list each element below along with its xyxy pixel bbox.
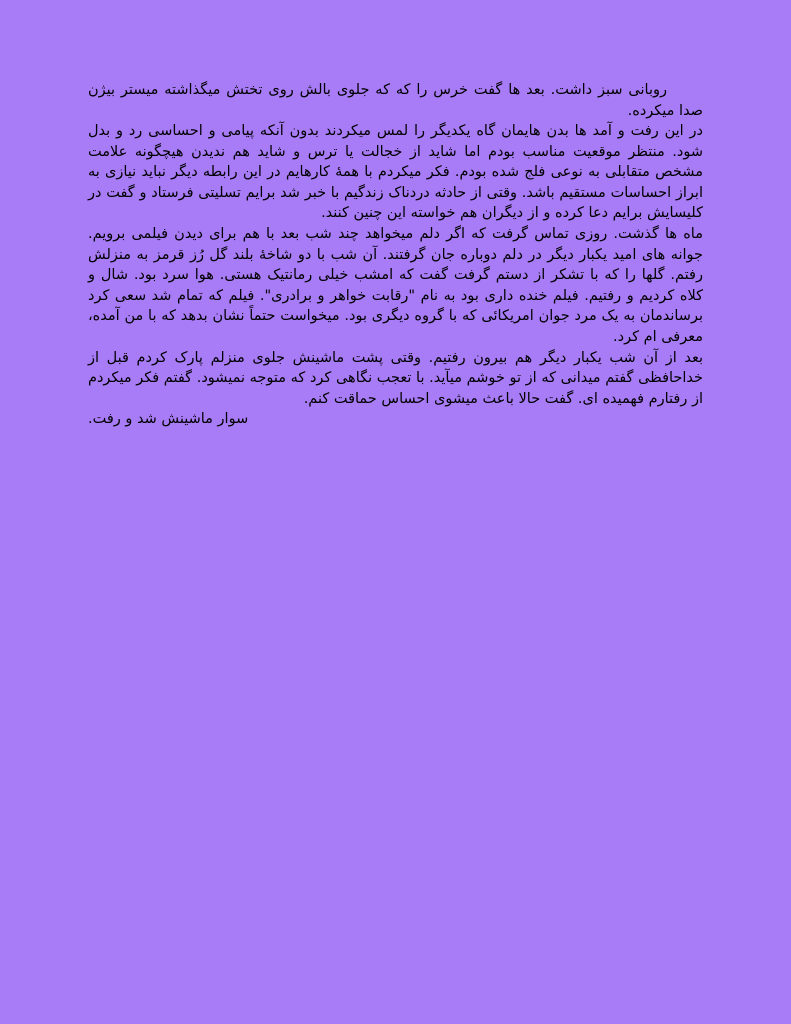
- paragraph-4: بعد از آن شب یکبار دیگر هم بیرون رفتیم. وقتی پشت ماشینش جلوی منزلم پارک کردم قبل از خداحافظی گفتم میدانی که از تو خوشم میآید. با تعجب نگاهی کرد که متوجه نمیشود. گفتم فکر میکردم از رفتارم فهمیده ای. گفت حالا باعث میشوی احساس حماقت کنم.: [88, 349, 703, 407]
- paragraph-2: در این رفت و آمد ها بدن هایمان گاه یکدیگر را لمس میکردند بدون آنکه پیامی و احساسی رد و بدل شود. منتظر موقعیت مناسب بودم اما شاید از خجالت یا ترس و شاید هم ندیدن هیچگونه علامت مشخص متقابلی به نوعی فلج شده بودم. فکر میکردم با همهٔ کارهایم در این رابطه دیگر نباید نیازی به ابراز احساسات مستقیم باشد. وقتی از حادثه دردناک زندگیم با خبر شد برایم تسلیتی فرستاد و گفت در کلیسایش برایم دعا کرده و از دیگران هم خواسته این چنین کنند.: [88, 123, 703, 222]
- paragraph-1: روبانی سبز داشت. بعد ها گفت خرس را که که جلوی بالش روی تختش میگذاشته میستر بیژن صدا میکرده.: [88, 82, 703, 119]
- document-body: [88, 80, 703, 430]
- paragraph-5: سوار ماشینش شد و رفت.: [88, 411, 249, 428]
- paragraph-3: ماه ها گذشت. روزی تماس گرفت که اگر دلم میخواهد چند شب بعد با هم برای دیدن فیلمی برویم. جوانه های امید یکبار دیگر در دلم دوباره جان گرفتند. آن شب با دو شاخهٔ بلند گل رُز قرمز به منزلش رفتم. گلها را که با تشکر از دستم گرفت گفت که امشب خیلی رمانتیک هستی. هوا سرد بود. شال و کلاه کردیم و رفتیم. فیلم خنده داری بود به نام "رقابت خواهر و برادری". فیلم که تمام شد سعی کرد برساندمان به یک مرد جوان امریکائی که با گروه دیگری بود. میخواست حتماً نشان بدهد که با من آمده، معرفی ام کرد.: [88, 226, 703, 345]
